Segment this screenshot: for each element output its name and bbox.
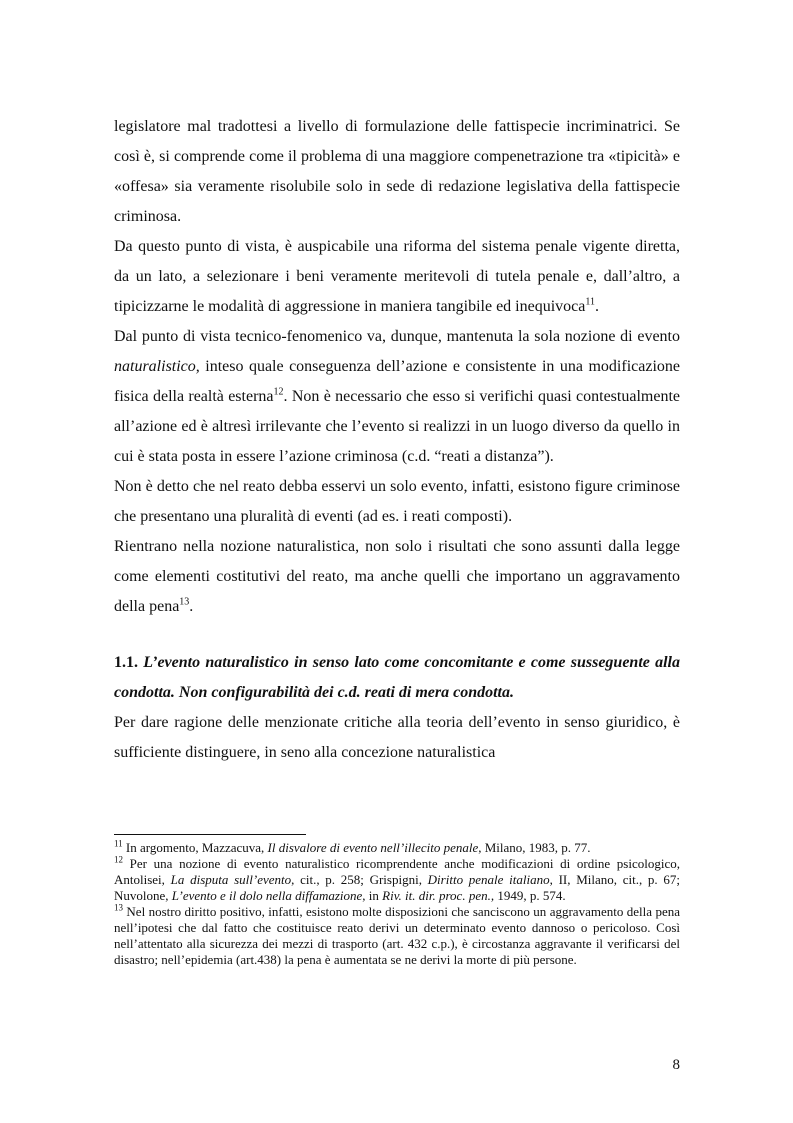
footnote-ref-12[interactable]: 12: [273, 386, 284, 398]
paragraph-5: Rientrano nella nozione naturalistica, non solo i risultati che sono assunti dalla legge come elementi costitutivi del reato, ma anche quelli che importano un aggravamento della pena$^{13}$.: [114, 538, 680, 615]
footnote-number: 12: [114, 854, 123, 865]
footnote-ref-11[interactable]: 11: [585, 296, 596, 308]
footnotes: [114, 840, 680, 968]
paragraph-1: legislatore mal tradottesi a livello di formulazione delle fattispecie incriminatrici. Se così è, si comprende come il problema di una maggiore compenetrazione tra «tipicità» e «offesa» sia veramente risolubile solo in sede di redazione legislativa della fattispecie criminosa.: [114, 118, 680, 225]
footnote-number: 11: [114, 838, 123, 849]
footnote-ref-13[interactable]: 13: [179, 596, 190, 608]
footnote-12: $^{12}$ Per una nozione di evento naturalistico ricomprendente anche modificazioni di ordine psicologico, Antolisei, La disputa sull’evento, cit., p. 258; Grispigni, Diritto penale italiano, II, Milano, cit., p. 67; Nuvolone, L’evento e il dolo nella diffamazione, in Riv. it. dir. proc. pen., 1949, p. 574.: [114, 854, 681, 903]
emphasis-naturalistico: naturalistico,: [114, 358, 200, 375]
footnote-11: $^{11}$ In argomento, Mazzacuva, Il disvalore di evento nell’illecito penale, Milano, 1983, p. 77.: [114, 838, 591, 855]
footnote-separator: [114, 834, 306, 835]
footnote-13: $^{13}$ Nel nostro diritto positivo, infatti, esistono molte disposizioni che sanciscono un aggravamento della pena nell’ipotesi che dal fatto che costituisce reato derivi un determinato evento dannoso o pericoloso. Così nell’attentato alla sicurezza dei mezzi di trasporto (art. 432 c.p.), è circostanza aggravante il verificarsi del disastro; nell’epidemia (art.438) la pena è aumentata se ne derivi la morte di più persone.: [114, 902, 680, 967]
paragraph-3: Dal punto di vista tecnico-fenomenico va, dunque, mantenuta la sola nozione di evento naturalistico, inteso quale conseguenza dell’azione e consistente in una modificazione fisica della realtà esterna$^{12}$. Non è necessario che esso si verifichi quasi contestualmente all’azione ed è altresì irrilevante che l’evento si realizzi in un luogo diverso da quello in cui è stata posta in essere l’azione criminosa (c.d. “reati a distanza”).: [114, 328, 680, 465]
paragraph-6: Per dare ragione delle menzionate critiche alla teoria dell’evento in senso giuridico, è sufficiente distinguere, in seno alla concezione naturalistica: [114, 714, 680, 761]
section-heading: [114, 648, 680, 708]
section-title: L’evento naturalistico in senso lato come concomitante e come susseguente alla condotta. Non configurabilità dei c.d. reati di mera condotta.: [114, 654, 680, 701]
section-number: 1.1.: [114, 654, 138, 671]
footnote-number: 13: [114, 902, 123, 913]
page-number: 8: [672, 1057, 680, 1073]
paragraph-2: Da questo punto di vista, è auspicabile una riforma del sistema penale vigente diretta, da un lato, a selezionare i beni veramente meritevoli di tutela penale e, dall’altro, a tipicizzarne le modalità di aggressione in maniera tangibile ed inequivoca$^{11}$.: [114, 238, 680, 315]
paragraph-4: Non è detto che nel reato debba esservi un solo evento, infatti, esistono figure criminose che presentano una pluralità di eventi (ad es. i reati composti).: [114, 478, 680, 525]
body-text: [114, 112, 680, 768]
